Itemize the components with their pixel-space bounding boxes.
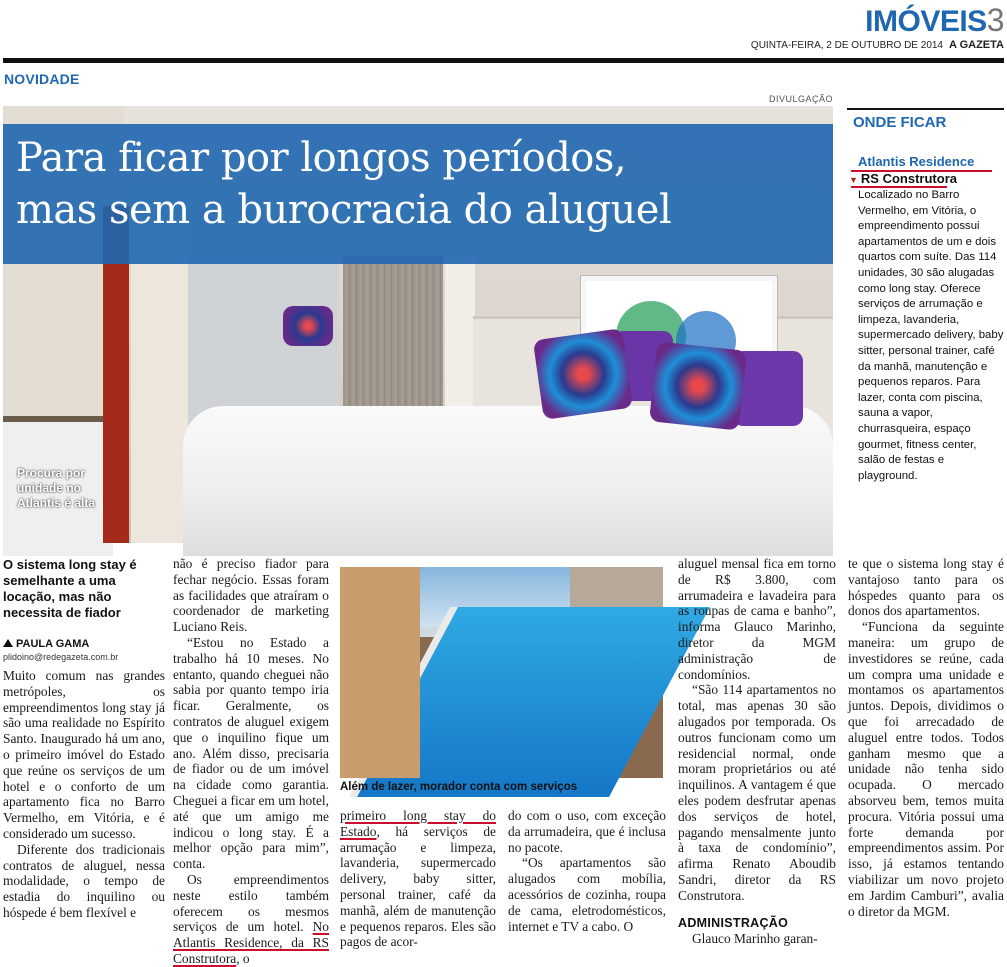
paragraph: Glauco Marinho garan- <box>692 931 818 947</box>
highlighted-text: primeiro long stay do Estado <box>340 808 496 839</box>
highlighted-text: No Atlantis Residence, da RS Construtora <box>173 919 329 966</box>
headline-line-1: Para ficar por longos períodos, <box>16 135 627 181</box>
header-rule <box>3 58 1004 63</box>
sidebar-title: ONDE FICAR <box>847 108 1004 138</box>
author-email: plidoino@redegazeta.com.br <box>3 652 119 662</box>
article-column-6 <box>848 556 1004 919</box>
sidebar-builder-name: RS Construtora <box>860 171 957 186</box>
article-column-5 <box>678 556 836 947</box>
headline <box>16 132 831 236</box>
photo-caption: Procura por unidade no Atlantis é alta <box>17 466 96 510</box>
byline-marker-icon <box>3 639 13 647</box>
page-number: 3 <box>986 2 1004 38</box>
article-column-4 <box>508 808 666 934</box>
triangle-down-icon: ▼ <box>849 175 858 185</box>
paragraph: aluguel mensal fica em torno de R$ 3.800, com arrumadeira e lavadeira para as roupas de cama e banho”, informa Glauco Marinho, diretor da MGM administração de condomínios. <box>678 556 836 682</box>
subhead: ADMINISTRAÇÃO <box>678 915 789 930</box>
sidebar-body: Localizado no Barro Vermelho, em Vitória, o empreendimento possui apartamentos de um e dois quartos com suíte. Das 114 unidades, 30 são alugadas como long stay. Oferece serviços de arrumação e limpeza, lavanderia, supermercado delivery, baby sitter, personal trainer, café da manhã, manutenção e pequenos reparos. Para lazer, conta com piscina, sauna a vapor, churrasqueira, espaço gourmet, fitness center, salão de festas e playground. <box>858 189 1004 482</box>
paragraph: “Os apartamentos são alugados com mobília, acessórios de cozinha, roupa de cama, eletrodomésticos, internet e TV a cabo. O <box>508 855 666 934</box>
paragraph: do com o uso, com exceção da arrumadeira, que é inclusa no pacote. <box>508 808 666 855</box>
section-title <box>852 2 1004 36</box>
article-column-1 <box>3 668 165 921</box>
sidebar-builder <box>849 171 957 186</box>
issue-date: QUINTA-FEIRA, 2 DE OUTUBRO DE 2014 <box>750 40 943 51</box>
paragraph: “Estou no Estado a trabalho há 10 meses. No entanto, quando cheguei não sabia por quanto tempo iria ficar. Geralmente, os contratos de aluguel exigem que o inquilino fique um ano. Além disso, precisaria de fiador ou de um imóvel na cidade como garantia. Cheguei a ficar em um hotel, até que um amigo me indicou o long stay. É a melhor opção para mim”, conta. <box>173 634 329 872</box>
paragraph: Muito comum nas grandes metrópoles, os empreendimentos long stay já são uma realidade no Espírito Santo. Inaugurado há um ano, o primeiro imóvel do Estado que reúne os serviços de um hotel e o conforto de um apartamento fica no Barro Vermelho, em Vitória, e é considerado um sucesso. <box>3 668 165 841</box>
pool-photo-caption: Além de lazer, morador conta com serviços <box>340 781 578 793</box>
paragraph: “São 114 apartamentos no total, mas apenas 30 são alugados por temporada. Os outros funcionam como um residencial normal, onde moram proprietários ou até inquilinos. A vantagem é que eles podem desfrutar apenas dos serviços de hotel, pagando mensalmente junto à taxa de condomínio”, afirma Renato Aboudib Sandri, diretor da RS Construtora. <box>678 682 836 903</box>
byline <box>3 638 89 650</box>
photo-credit: DIVULGAÇÃO <box>768 94 833 104</box>
dateline <box>700 39 1004 51</box>
kicker: NOVIDADE <box>4 71 80 87</box>
paragraph: primeiro long stay do Estado, há serviços de arrumação e limpeza, lavanderia, supermercado delivery, baby sitter, personal trainer, café da manhã, além de manutenção e pequenos reparos. Eles são pagos de acor- <box>340 808 496 950</box>
pool-photo <box>340 567 663 778</box>
article-column-2 <box>173 556 329 967</box>
paragraph: “Funciona da seguinte maneira: um grupo de investidores se reúne, cada um compra uma unidade e montamos os apartamentos juntos. Depois, dividimos o que foi arrecadado de aluguel entre todos. Todos ganham mesmo que a unidade não tenha sido ocupada. O mercado absorveu bem, temos muita procura. Vitória possui uma forte demanda por empreendimentos assim. Por isso, já estamos tentando viabilizar um novo projeto em Jardim Camburi”, avalia o diretor da MGM. <box>848 619 1004 919</box>
sidebar-building-name: Atlantis Residence <box>858 154 975 169</box>
newspaper-name: A GAZETA <box>949 39 1004 51</box>
author-name: PAULA GAMA <box>16 638 90 650</box>
article-column-3 <box>340 808 496 950</box>
section-name: IMÓVEIS <box>865 5 987 38</box>
headline-line-2: mas sem a burocracia do aluguel <box>16 187 672 233</box>
paragraph: te que o sistema long stay é vantajoso tanto para os hóspedes quanto para os donos dos apartamentos. <box>848 556 1004 619</box>
article-deck: O sistema long stay é semelhante a uma locação, mas não necessita de fiador <box>3 557 137 620</box>
paragraph: Diferente dos tradicionais contratos de aluguel, nessa modalidade, o tempo de estadia do inquilino ou hóspede é bem flexível e <box>3 841 165 920</box>
paragraph: não é preciso fiador para fechar negócio. Essas foram as facilidades que atraíram o coordenador de marketing Luciano Reis. <box>173 556 329 635</box>
paragraph: Os empreendimentos neste estilo também oferecem os mesmos serviços de um hotel. No Atlantis Residence, da RS Construtora, o <box>173 871 329 966</box>
